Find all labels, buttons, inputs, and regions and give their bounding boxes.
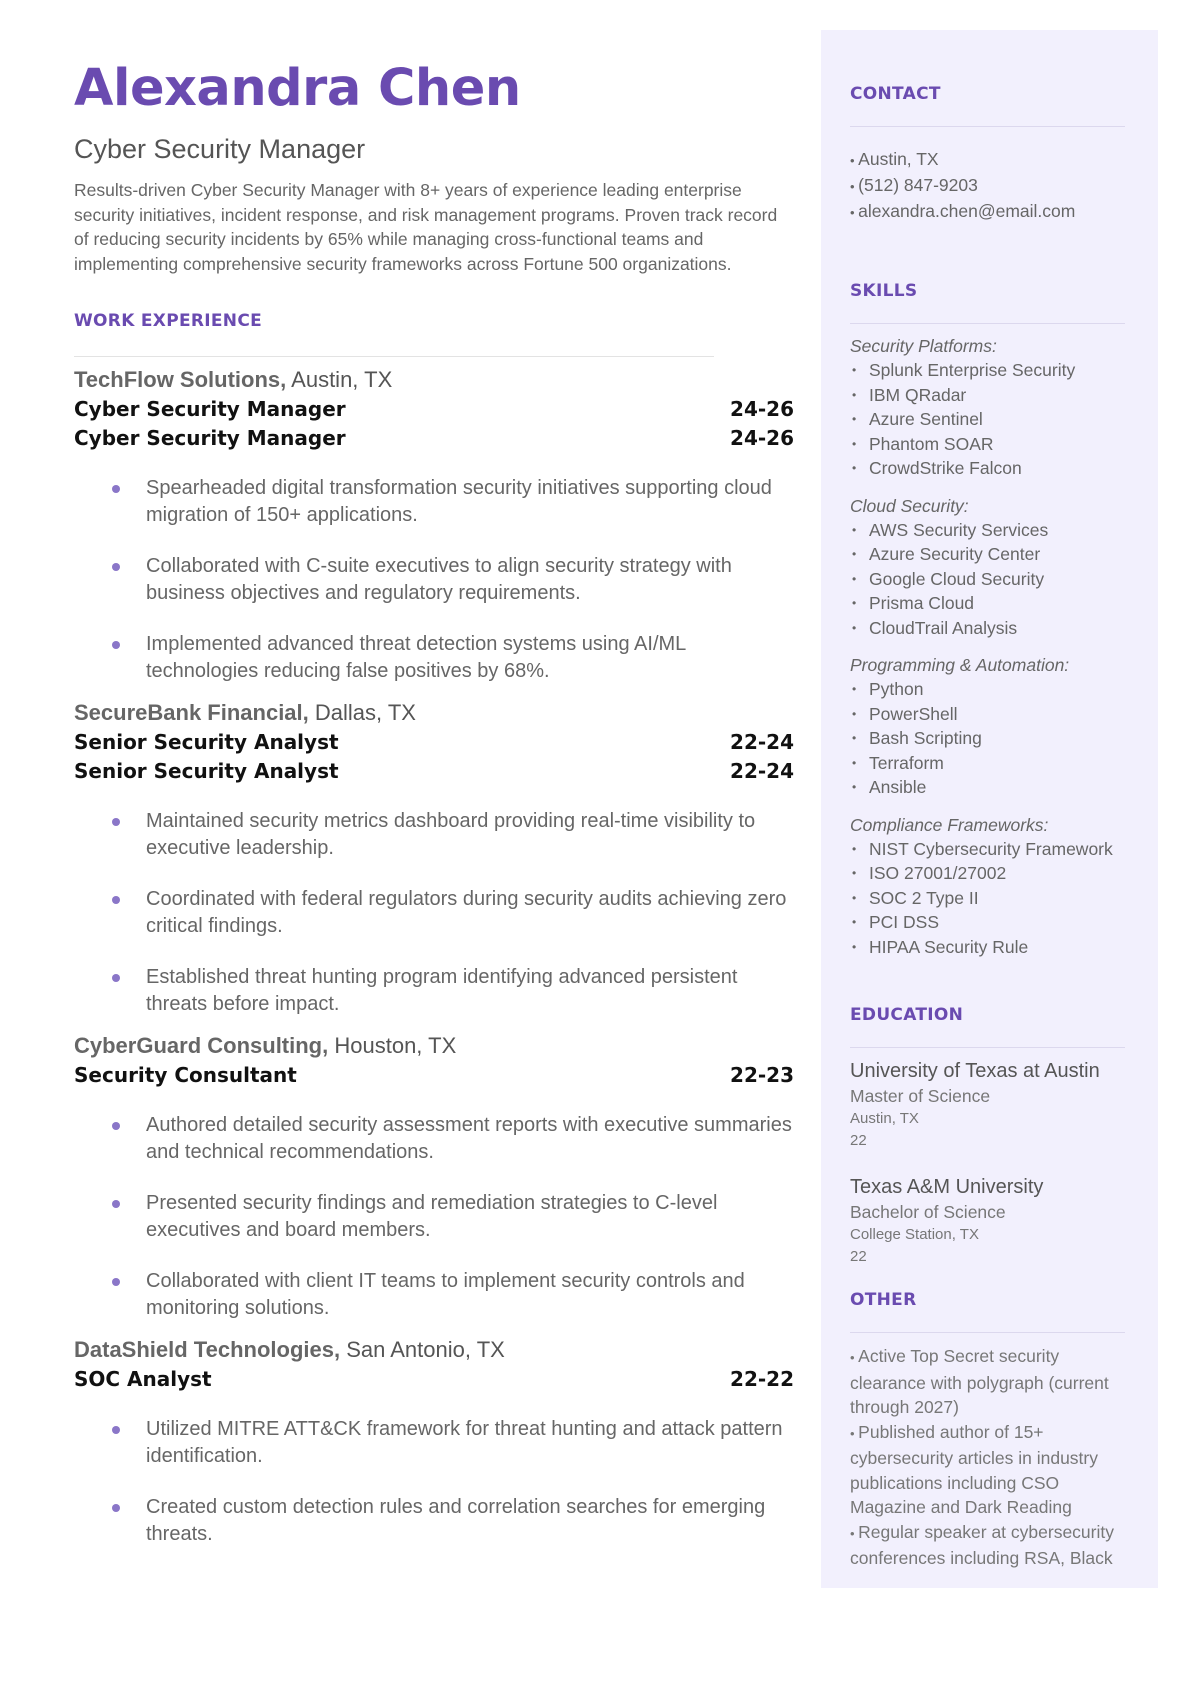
bullet-dot-icon bbox=[112, 1278, 120, 1286]
bullet-text: Established threat hunting program identifying advanced persistent threats before impact. bbox=[146, 966, 738, 1015]
degree: Master of Science bbox=[850, 1086, 991, 1106]
bullet-item bbox=[74, 631, 794, 685]
divider bbox=[850, 323, 1125, 324]
skill-item: • Ansible bbox=[850, 775, 1128, 800]
summary: Results-driven Cyber Security Manager with 8+ years of experience leading enterprise security initiatives, incident response, and risk management programs. Proven track record of reducing security incidents by 65% while managing cross-functional teams and implementing comprehensive security frameworks across Fortune 500 organizations. bbox=[74, 180, 778, 274]
other-item: • Regular speaker at cybersecurity conferences including RSA, Black bbox=[850, 1520, 1120, 1571]
role-title: Cyber Security Manager bbox=[74, 426, 346, 450]
company-location: San Antonio, TX bbox=[340, 1337, 505, 1362]
company-location: Austin, TX bbox=[286, 367, 393, 392]
company-line bbox=[74, 365, 794, 395]
school-name: University of Texas at Austin bbox=[850, 1060, 1100, 1082]
divider bbox=[850, 1332, 1125, 1333]
role-row bbox=[74, 728, 794, 757]
sidebar bbox=[821, 30, 1158, 1588]
skill-list bbox=[850, 837, 1128, 960]
bullet-text: Coordinated with federal regulators during security audits achieving zero critical findings. bbox=[146, 888, 787, 937]
bullet-list bbox=[74, 1416, 794, 1548]
skill-item: • Azure Sentinel bbox=[850, 407, 1128, 432]
bullet-text: Spearheaded digital transformation security initiatives supporting cloud migration of 150+ applications. bbox=[146, 477, 772, 526]
bullet-dot-icon bbox=[112, 485, 120, 493]
company-name: CyberGuard Consulting, bbox=[74, 1033, 329, 1058]
bullet-text: Utilized MITRE ATT&CK framework for threat hunting and attack pattern identification. bbox=[146, 1418, 783, 1467]
company-location: Houston, TX bbox=[328, 1033, 457, 1058]
bullet-text: Presented security findings and remediation strategies to C-level executives and board members. bbox=[146, 1192, 718, 1241]
divider bbox=[74, 356, 714, 357]
education-entry bbox=[850, 1058, 1128, 1152]
bullet-item bbox=[74, 1416, 794, 1470]
bullet-dot-icon bbox=[112, 896, 120, 904]
other-heading: OTHER bbox=[850, 1290, 917, 1310]
skill-item: • NIST Cybersecurity Framework bbox=[850, 837, 1128, 862]
bullet-text: Maintained security metrics dashboard providing real-time visibility to executive leadership. bbox=[146, 810, 756, 859]
skill-item: • Azure Security Center bbox=[850, 542, 1128, 567]
skill-item: • Google Cloud Security bbox=[850, 567, 1128, 592]
role-dates: 24-26 bbox=[730, 426, 794, 450]
graduation-year: 22 bbox=[850, 1248, 867, 1265]
skill-item: • CloudTrail Analysis bbox=[850, 616, 1128, 641]
skill-category: Cloud Security: bbox=[850, 495, 969, 516]
job-entry bbox=[74, 365, 794, 685]
role-row bbox=[74, 424, 794, 453]
bullet-dot-icon bbox=[112, 641, 120, 649]
bullet-dot-icon bbox=[112, 1122, 120, 1130]
job-entry bbox=[74, 1031, 794, 1322]
work-experience-heading: WORK EXPERIENCE bbox=[74, 311, 263, 331]
skill-item: • Phantom SOAR bbox=[850, 432, 1128, 457]
skill-item: • Bash Scripting bbox=[850, 726, 1128, 751]
bullet-text: Implemented advanced threat detection systems using AI/ML technologies reducing false positives by 68%. bbox=[146, 633, 686, 682]
skill-item: • Python bbox=[850, 677, 1128, 702]
skill-list bbox=[850, 358, 1128, 481]
degree: Bachelor of Science bbox=[850, 1202, 1006, 1222]
bullet-item bbox=[74, 808, 794, 862]
education-heading: EDUCATION bbox=[850, 1005, 964, 1025]
bullet-dot-icon bbox=[112, 1504, 120, 1512]
role-dates: 22-22 bbox=[730, 1367, 794, 1391]
skill-group bbox=[850, 653, 1128, 800]
skill-item: • ISO 27001/27002 bbox=[850, 861, 1128, 886]
company-name: SecureBank Financial, bbox=[74, 700, 309, 725]
job-entry bbox=[74, 698, 794, 1018]
skill-item: • Terraform bbox=[850, 751, 1128, 776]
school-location: College Station, TX bbox=[850, 1226, 979, 1243]
bullet-dot-icon bbox=[112, 1426, 120, 1434]
skill-group bbox=[850, 334, 1128, 481]
skill-item: • PowerShell bbox=[850, 702, 1128, 727]
bullet-item bbox=[74, 886, 794, 940]
divider bbox=[850, 126, 1125, 127]
education-entry bbox=[850, 1174, 1128, 1268]
bullet-item bbox=[74, 553, 794, 607]
company-line bbox=[74, 698, 794, 728]
graduation-year: 22 bbox=[850, 1132, 867, 1149]
bullet-item bbox=[74, 475, 794, 529]
bullet-list bbox=[74, 808, 794, 1018]
job-entry bbox=[74, 1335, 794, 1548]
role-row bbox=[74, 395, 794, 424]
bullet-text: Collaborated with C-suite executives to align security strategy with business objectives and regulatory requirements. bbox=[146, 555, 732, 604]
company-name: TechFlow Solutions, bbox=[74, 367, 287, 392]
bullet-list bbox=[74, 475, 794, 685]
company-location: Dallas, TX bbox=[308, 700, 416, 725]
bullet-item bbox=[74, 964, 794, 1018]
school-name: Texas A&M University bbox=[850, 1176, 1044, 1198]
company-line bbox=[74, 1335, 794, 1365]
job-list bbox=[74, 365, 794, 1548]
role-dates: 22-24 bbox=[730, 730, 794, 754]
skills-heading: SKILLS bbox=[850, 281, 918, 301]
skill-item: • SOC 2 Type II bbox=[850, 886, 1128, 911]
bullet-text: Created custom detection rules and correlation searches for emerging threats. bbox=[146, 1496, 766, 1545]
role-title: Cyber Security Manager bbox=[74, 397, 346, 421]
job-title: Cyber Security Manager bbox=[74, 134, 366, 164]
contact-heading: CONTACT bbox=[850, 84, 941, 104]
contact-item: • alexandra.chen@email.com bbox=[850, 199, 1128, 225]
skill-list bbox=[850, 677, 1128, 800]
contact-list bbox=[850, 147, 1128, 225]
main-column bbox=[74, 56, 794, 1558]
education-list bbox=[850, 1058, 1128, 1268]
bullet-dot-icon bbox=[112, 818, 120, 826]
other-item: • Active Top Secret security clearance with polygraph (current through 2027) bbox=[850, 1344, 1120, 1420]
role-title: Senior Security Analyst bbox=[74, 759, 339, 783]
divider bbox=[850, 1047, 1125, 1048]
role-dates: 22-23 bbox=[730, 1063, 794, 1087]
contact-item: • (512) 847-9203 bbox=[850, 173, 1128, 199]
bullet-dot-icon bbox=[112, 563, 120, 571]
bullet-item bbox=[74, 1268, 794, 1322]
bullet-item bbox=[74, 1494, 794, 1548]
role-row bbox=[74, 1365, 794, 1394]
school-location: Austin, TX bbox=[850, 1110, 919, 1127]
bullet-text: Collaborated with client IT teams to implement security controls and monitoring solutions. bbox=[146, 1270, 745, 1319]
skill-item: • IBM QRadar bbox=[850, 383, 1128, 408]
skill-group bbox=[850, 813, 1128, 960]
skill-group bbox=[850, 494, 1128, 641]
skill-category: Security Platforms: bbox=[850, 336, 997, 356]
bullet-dot-icon bbox=[112, 974, 120, 982]
other-list bbox=[850, 1344, 1120, 1571]
bullet-text: Authored detailed security assessment reports with executive summaries and technical recommendations. bbox=[146, 1114, 792, 1163]
bullet-list bbox=[74, 1112, 794, 1322]
company-name: DataShield Technologies, bbox=[74, 1337, 341, 1362]
role-title: SOC Analyst bbox=[74, 1367, 212, 1391]
contact-item: • Austin, TX bbox=[850, 147, 1128, 173]
role-row bbox=[74, 757, 794, 786]
bullet-dot-icon bbox=[112, 1200, 120, 1208]
skill-groups bbox=[850, 334, 1128, 959]
bullet-item bbox=[74, 1112, 794, 1166]
skill-item: • Splunk Enterprise Security bbox=[850, 358, 1128, 383]
skill-item: • CrowdStrike Falcon bbox=[850, 456, 1128, 481]
other-item: • Published author of 15+ cybersecurity articles in industry publications including CSO Magazine and Dark Reading bbox=[850, 1420, 1120, 1520]
role-row bbox=[74, 1061, 794, 1090]
bullet-item bbox=[74, 1190, 794, 1244]
role-title: Senior Security Analyst bbox=[74, 730, 339, 754]
candidate-name: Alexandra Chen bbox=[74, 59, 521, 118]
skill-list bbox=[850, 518, 1128, 641]
role-title: Security Consultant bbox=[74, 1063, 297, 1087]
skill-item: • Prisma Cloud bbox=[850, 591, 1128, 616]
skill-category: Programming & Automation: bbox=[850, 655, 1070, 675]
role-dates: 24-26 bbox=[730, 397, 794, 421]
skill-item: • AWS Security Services bbox=[850, 518, 1128, 543]
company-line bbox=[74, 1031, 794, 1061]
skill-item: • HIPAA Security Rule bbox=[850, 935, 1128, 960]
role-dates: 22-24 bbox=[730, 759, 794, 783]
skill-item: • PCI DSS bbox=[850, 910, 1128, 935]
skill-category: Compliance Frameworks: bbox=[850, 814, 1049, 835]
